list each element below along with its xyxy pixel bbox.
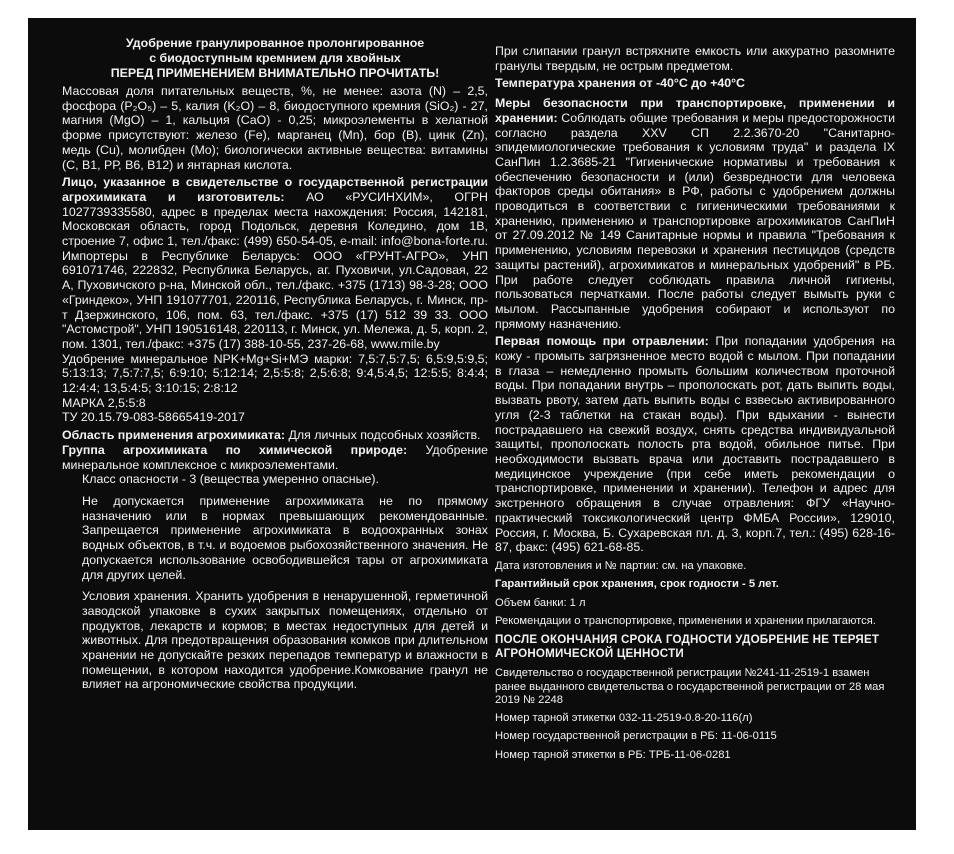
manufacture-date-note: Дата изготовления и № партии: см. на упаковке. — [495, 559, 747, 572]
read-before-use-heading: ПЕРЕД ПРИМЕНЕНИЕМ ВНИМАТЕЛЬНО ПРОЧИТАТЬ! — [110, 66, 440, 80]
hazard-class: Класс опасности - 3 (вещества умеренно опасные). — [82, 472, 379, 487]
registrant-paragraph — [62, 175, 488, 351]
tu-number: ТУ 20.15.79-083-58665419-2017 — [62, 410, 245, 425]
scope-label: Область применения агрохимиката: — [62, 428, 285, 443]
group-text: Удобрение минеральное комплексное с микроэлементами. — [62, 442, 489, 472]
grade-mark: МАРКА 2,5:5:8 — [62, 395, 146, 410]
label-right-column — [495, 44, 895, 762]
group-paragraph — [62, 443, 488, 472]
group-label: Группа агрохимиката по химической природе: — [62, 442, 408, 457]
first-aid-paragraph — [495, 334, 895, 555]
product-title-line-1: Удобрение гранулированное пролонгированное — [125, 36, 425, 50]
rb-registration-number: Номер государственной регистрации в РБ: 11-06-0115 — [495, 730, 777, 743]
safety-paragraph — [495, 96, 895, 331]
registrant-label: Лицо, указанное в свидетельстве о государственной регистрации агрохимиката и изготовитель: — [62, 175, 488, 204]
label-left-column — [62, 36, 488, 692]
first-aid-label: Первая помощь при отравлении: — [495, 334, 709, 349]
registration-certificate: Свидетельство о государственной регистрации №241-11-2519-1 взамен ранее выданного свидетельства о государственной регистрации от 28 мая 2019 № 2248 — [495, 667, 885, 706]
scope-text: Для личных подсобных хозяйств. — [285, 428, 481, 443]
registrant-text: АО «РУСИНХИМ», ОГРН 1027739335580, адрес в пределах места нахождения: Россия, 142181, Московская область, город Подольск, деревня Коледино, дом 1В, строение 7, офис 1, тел./факс: (499) 650-54-05, e-mail: info@bona-forte.ru. Импортеры в Республике Беларусь: ООО «ГРУНТ-АГРО», УНП 691071746, 222832, Республика Беларусь, аг. Пуховичи, ул.Садовая, 22 А, Пуховичского р-на, Минской обл., тел./факс. +375 (1713) 98-3-28; ООО «Гриндеко», УНП 191077701, 220116, Республика Беларусь, г. Минск, пр-т Дзержинского, 106, пом. 63, тел./факс. +375 (17) 512 39 33. ООО "Астомстрой", УНП 190516148, 220113, г. Минск, ул. Мележа, д. 5, корп. 2, пом. 1301, тел./факс: +375 (17) 388-10-55, 237-26-68, www.mile.by — [62, 189, 488, 351]
container-volume: Объем банки: 1 л — [495, 596, 586, 609]
first-aid-text: При попадании удобрения на кожу - промыть загрязненное место водой с мылом. При попадании в глаза – немедленно промыть большим количеством проточной воды. При попадании внутрь – прополоскать рот, дать выпить воды, вызвать рвоту, затем дать выпить воды с взвесью активированного угля (2-3 таблетки на стакан воды). При вдыхании - вынести пострадавшего на свежий воздух, снять средства индивидуальной защиты, прополоскать полость рта водой, обильное питье. При необходимости вызвать врача или доставить пострадавшего в медицинское учреждение (при себе иметь рекомендации о транспортировке, применении и хранении). Телефон и адрес для экстренного обращения в случае отравления: ФГУ «Научно-практический токсикологический центр ФМБА России», 129010, Россия, г. Москва, Б. Сухаревская пл. д. 3, корп.7, тел.: (495) 628-16-87, факс: (495) 621-68-85. — [495, 334, 895, 555]
storage-conditions: Условия хранения. Хранить удобрения в ненарушенной, герметичной заводской упаковке в сухих закрытых помещениях, отдельно от продуктов, лекарств и кормов; в местах недоступных для детей и животных. Для предотвращения образования комков при длительном хранении не допускайте резких перепадов температур и влажности в помещении, в котором находится удобрение.Комкование гранул не влияет на агрономические свойства продукции. — [82, 589, 488, 692]
safety-text: Соблюдать общие требования и меры предосторожности согласно раздела XXV СП 2.2.3670-20 "Санитарно-эпидемиологические требования к условиям труда" и раздела IX СанПин 1.2.3685-21 "Гигиенические нормативы и требования к обеспечению безопасности и (или) безвредности для человека факторов среды обитания» в РФ, работы с удобрением должны проводиться в соответствии с гигиеническими требованиями к хранению, применению и транспортировке агрохимикатов СанПиН от 27.09.2012 № 149 Санитарные нормы и правила "Требования к применению, условиям перевозки и хранения пестицидов (средств защиты растений), агрохимикатов и минеральных удобрений" в РБ. При работе следует соблюдать правила личной гигиены, пользоваться перчатками. После работы следует вымыть руки с мылом. Рассыпанные удобрения собирают и используют по прямому назначению. — [495, 110, 895, 331]
usage-warning: Не допускается применение агрохимиката не по прямому назначению или в нормах превышающих рекомендованные. Запрещается применение агрохимиката в водоохранных зонах водных объектов, в т.ч. и водоемов рыбохозяйственного значения. Не допускается использование освободившейся тары от агрохимиката для других целей. — [82, 493, 488, 582]
grades-list: Удобрение минеральное NPK+Mg+Si+МЭ марки: 7,5:7,5:7,5; 6,5:9,5:9,5; 5:13:13; 7,5:7:7,5; 6:9:10; 5:12:14; 2,5:5:8; 2,5:6:8; 9:4,5:4,5; 12:5:5; 8:4:4; 12:4:4; 13,5:4:5; 3:10:15; 2:8:12 — [62, 351, 488, 396]
product-title-line-2: с биодоступным кремнием для хвойных — [149, 51, 401, 65]
label-number: Номер тарной этикетки 032-11-2519-0.8-20-116(л) — [495, 712, 753, 725]
caking-note: При слипании гранул встряхните емкость или аккуратно разомните гранулы твердым, не острым предметом. — [495, 44, 895, 73]
recommendations-note: Рекомендации о транспортировке, применении и хранении прилагаются. — [495, 614, 876, 627]
composition-text: Массовая доля питательных веществ, %, не менее: азота (N) – 2,5, фосфора (P₂O₅) – 5, калия (K₂O) – 8, биодоступного кремния (SiO₂) - 27, магния (MgO) – 1, кальция (CaO) - 0,25; микроэлементы в хелатной форме присутствуют: железо (Fe), марганец (Mn), бор (B), цинк (Zn), медь (Cu), молибден (Mo); биологически активные вещества: витамины (С, В1, РР, В6, В12) и янтарная кислота. — [62, 84, 488, 172]
shelf-life: Гарантийный срок хранения, срок годности - 5 лет. — [495, 578, 779, 591]
rb-label-number: Номер тарной этикетки в РБ: ТРБ-11-06-0281 — [495, 748, 731, 761]
safety-label: Меры безопасности при транспортировке, применении и хранении: — [495, 96, 895, 125]
storage-temperature: Температура хранения от -40°С до +40°С — [495, 76, 746, 91]
after-expiry-statement: ПОСЛЕ ОКОНЧАНИЯ СРОКА ГОДНОСТИ УДОБРЕНИЕ НЕ ТЕРЯЕТ АГРОНОМИЧЕСКОЙ ЦЕННОСТИ — [495, 633, 880, 660]
product-label — [28, 18, 916, 830]
scope-paragraph — [62, 428, 488, 443]
